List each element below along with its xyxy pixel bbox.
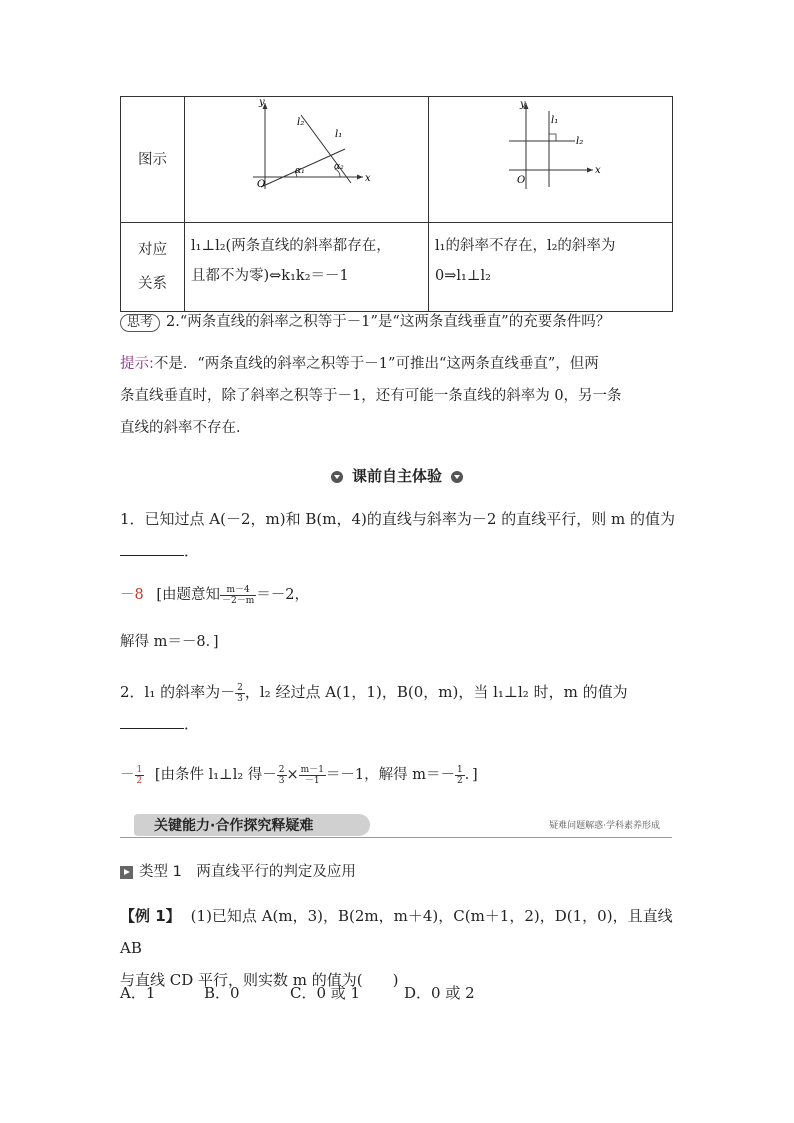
- example-1-line1: (1)已知点 A(m，3)，B(2m，m＋4)，C(m＋1，2)，D(1，0)，且直线 AB: [120, 907, 673, 957]
- q2-tail: ．: [184, 715, 200, 733]
- q1-solution-line2: 解得 m＝－8．]: [120, 634, 219, 650]
- right-fig-y-label: y: [520, 99, 526, 110]
- q2-answer-num: 1: [136, 764, 143, 775]
- q1-sol-suffix: ＝－2，: [256, 587, 310, 603]
- row-label-figure: 图示: [121, 97, 185, 223]
- q2-sol1: [由条件 l₁⊥l₂ 得－: [154, 767, 277, 783]
- q2-prefix: 2．l₁ 的斜率为－: [120, 683, 236, 701]
- option-a: A．1: [120, 984, 156, 1002]
- row-label-relation: [121, 223, 185, 312]
- left-fig-l2-label: l₂: [297, 117, 305, 128]
- q2-answer-den: 2: [136, 775, 143, 786]
- right-fig-l1-label: l₁: [551, 115, 559, 126]
- q2-answer-blank: [120, 710, 184, 729]
- banner-title: 关键能力·合作探究释疑难: [154, 818, 314, 834]
- left-fig-x-label: x: [365, 173, 371, 184]
- left-figure-diagram: [185, 97, 428, 218]
- q2-frac-den: 3: [237, 693, 243, 704]
- relation-table: [120, 96, 673, 312]
- left-fig-l1-label: l₁: [335, 129, 343, 140]
- think-badge: 思考: [120, 314, 160, 332]
- relation-left-line2: 且都不为零)⇔k₁k₂＝－1: [191, 268, 349, 284]
- section-title-preview: [0, 465, 794, 486]
- q1-solution: [120, 580, 309, 610]
- q2-sol4: ．]: [464, 767, 478, 783]
- q1-tail: ．: [184, 542, 200, 560]
- right-fig-x-label: x: [595, 165, 601, 176]
- q2-sf1-num: 2: [278, 764, 285, 775]
- row-label-relation-a: 对应: [138, 242, 167, 258]
- banner-divider: [120, 837, 672, 838]
- q2-sol-frac1: [277, 765, 287, 786]
- example-1-options: [120, 982, 475, 1003]
- option-d: D．0 或 2: [404, 984, 475, 1002]
- hint-block: [120, 348, 676, 444]
- type1-heading: [120, 860, 356, 881]
- hint-line2: 条直线垂直时，除了斜率之积等于－1，还有可能一条直线的斜率为 0，另一条: [120, 388, 622, 404]
- q2-answer-fraction: [135, 765, 145, 786]
- left-fig-alpha1-label: α₁: [295, 166, 305, 176]
- relation-cell-right: [429, 223, 673, 312]
- figure-cell-right: [429, 97, 673, 223]
- q2-sf2-den: －1: [304, 775, 320, 786]
- q2-sf2-num: m－1: [300, 764, 324, 775]
- play-icon: [120, 866, 133, 879]
- hint-label: 提示:: [120, 356, 154, 372]
- left-fig-alpha2-label: α₂: [334, 162, 344, 172]
- q2-sf1-den: 3: [278, 775, 285, 786]
- right-fig-origin-label: O: [517, 175, 526, 186]
- relation-left-line1: l₁⊥l₂(两条直线的斜率都存在，: [191, 238, 391, 254]
- relation-cell-left: [185, 223, 429, 312]
- chevron-down-icon: [451, 471, 463, 483]
- q2-solution: [120, 760, 478, 790]
- row-label-relation-b: 关系: [138, 276, 167, 292]
- q1-answer: －8: [120, 587, 144, 603]
- relation-right-line2: 0⇒l₁⊥l₂: [435, 268, 491, 284]
- q2-answer-sign: －: [120, 767, 135, 783]
- option-b: B．0: [204, 984, 240, 1002]
- q2-slope-fraction: [235, 683, 245, 704]
- q2-sol-frac3: [455, 765, 465, 786]
- right-fig-l2-label: l₂: [576, 136, 584, 147]
- right-figure-diagram: [429, 97, 672, 218]
- option-c: C．0 或 1: [290, 984, 361, 1002]
- question-1: [120, 503, 680, 567]
- think-question: [120, 310, 610, 332]
- q1-fraction: [220, 585, 256, 606]
- hint-line1: 不是．“两条直线的斜率之积等于－1”可推出“这两条直线垂直”，但两: [153, 356, 599, 372]
- section-banner: [120, 808, 672, 838]
- q1-answer-blank: [120, 537, 184, 556]
- left-fig-origin-label: O: [257, 179, 266, 190]
- hint-line3: 直线的斜率不存在．: [120, 420, 251, 436]
- section-title-text: 课前自主体验: [351, 467, 442, 485]
- q1-frac-den: －2－m: [222, 595, 255, 606]
- example-1-label: 【例 1】: [120, 907, 181, 925]
- q2-sol3: ＝－1，解得 m＝－: [325, 767, 456, 783]
- chevron-down-icon: [331, 471, 343, 483]
- q2-suffix: ，l₂ 经过点 A(1，1)，B(0，m)，当 l₁⊥l₂ 时，m 的值为: [244, 683, 628, 701]
- q2-sf3-num: 1: [457, 764, 463, 775]
- q2-sf3-den: 2: [457, 775, 463, 786]
- left-fig-y-label: y: [259, 97, 265, 108]
- q2-sol-frac2: [299, 765, 326, 786]
- figure-cell-left: [185, 97, 429, 223]
- banner-subtitle: 疑难问题解惑·学科素养形成: [549, 821, 660, 831]
- question-2: [120, 676, 680, 740]
- think-question-text: 2.“两条直线的斜率之积等于－1”是“这两条直线垂直”的充要条件吗？: [166, 314, 611, 330]
- q2-frac-num: 2: [237, 682, 243, 693]
- q1-sol-prefix: [由题意知: [156, 587, 221, 603]
- q2-sol2: ×: [286, 767, 299, 783]
- q1-text: 1．已知过点 A(－2，m)和 B(m，4)的直线与斜率为－2 的直线平行，则 m 的值为: [120, 510, 675, 528]
- q2-answer: [120, 764, 144, 786]
- relation-right-line1: l₁的斜率不存在，l₂的斜率为: [435, 238, 616, 254]
- q1-frac-num: m－4: [220, 585, 256, 596]
- example-1-line2: 与直线 CD 平行，则实数 m 的值为( ): [120, 971, 399, 989]
- type1-label: 类型 1 两直线平行的判定及应用: [139, 864, 356, 880]
